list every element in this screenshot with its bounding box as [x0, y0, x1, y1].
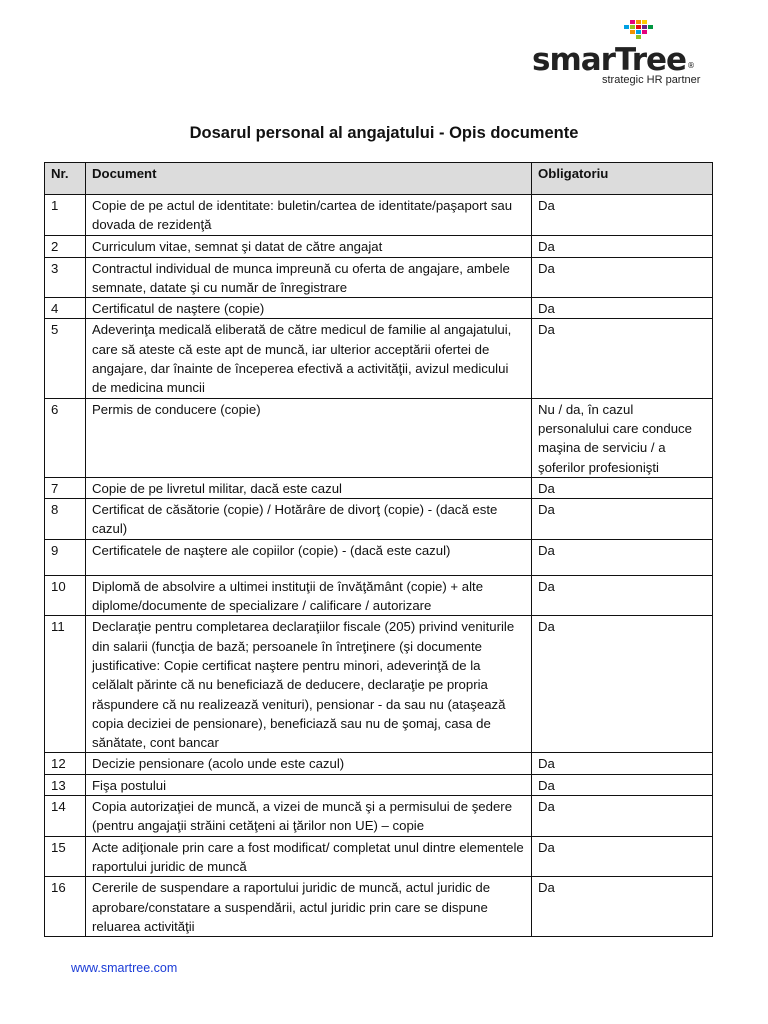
row-document: Decizie pensionare (acolo unde este cazul) — [86, 753, 532, 774]
row-required: Da — [532, 298, 713, 319]
row-document: Certificatele de naştere ale copiilor (copie) - (dacă este cazul) — [86, 539, 532, 575]
document-title: Dosarul personal al angajatului - Opis documente — [189, 124, 579, 142]
row-required: Da — [532, 877, 713, 937]
row-document: Diplomă de absolvire a ultimei instituţii de învăţământ (copie) + alte diplome/documente de specializare / calificare / autorizare — [86, 575, 532, 616]
row-number: 5 — [45, 319, 86, 398]
table-row — [45, 539, 713, 575]
website-link[interactable]: www.smartree.com — [71, 961, 178, 975]
row-number: 9 — [45, 539, 86, 575]
row-document: Copia autorizaţiei de muncă, a vizei de muncă şi a permisului de şedere (pentru angajaţii străini cetăţeni ai ţărilor non UE) – copie — [86, 796, 532, 837]
table-row — [45, 877, 713, 937]
row-required: Da — [532, 796, 713, 837]
row-document: Declaraţie pentru completarea declaraţiilor fiscale (205) privind veniturile din salarii (funcţia de bază; persoanele în întreţinere (şi documente justificative: Copie certificat naştere pentru minori, adeverinţă de la celălalt părinte că nu beneficiază de deducere, declaraţie pe propria răspundere că nu realizează venituri), pensionar - da sau nu (ataşează copia deciziei de pensionare), beneficiază sau nu de şomaj, casa de sănătate, cont bancar — [86, 616, 532, 753]
row-number: 10 — [45, 575, 86, 616]
row-document: Certificat de căsătorie (copie) / Hotărâre de divorţ (copie) - (dacă este cazul) — [86, 499, 532, 540]
table-row — [45, 575, 713, 616]
table-row — [45, 499, 713, 540]
row-required: Da — [532, 235, 713, 257]
header-obligatoriu: Obligatoriu — [532, 163, 713, 195]
row-document: Fişa postului — [86, 774, 532, 795]
table-row — [45, 753, 713, 774]
row-required: Da — [532, 539, 713, 575]
row-number: 7 — [45, 477, 86, 498]
table-row — [45, 836, 713, 877]
table-row — [45, 298, 713, 319]
row-number: 14 — [45, 796, 86, 837]
row-number: 4 — [45, 298, 86, 319]
row-required: Da — [532, 499, 713, 540]
table-header-row — [45, 163, 713, 195]
table-row — [45, 235, 713, 257]
row-document: Cererile de suspendare a raportului juridic de muncă, actul juridic de aprobare/constatare a suspendării, actul juridic prin care se dispune reluarea activităţii — [86, 877, 532, 937]
row-document: Acte adiţionale prin care a fost modificat/ completat unul dintre elementele raportului juridic de muncă — [86, 836, 532, 877]
table-row — [45, 195, 713, 236]
row-number: 16 — [45, 877, 86, 937]
table-row — [45, 796, 713, 837]
row-required: Da — [532, 774, 713, 795]
row-number: 6 — [45, 398, 86, 477]
documents-table — [44, 162, 713, 937]
row-number: 11 — [45, 616, 86, 753]
row-number: 15 — [45, 836, 86, 877]
row-number: 12 — [45, 753, 86, 774]
smartree-logo — [532, 18, 717, 90]
table-row — [45, 774, 713, 795]
row-number: 13 — [45, 774, 86, 795]
header-document: Document — [86, 163, 532, 195]
row-required: Da — [532, 753, 713, 774]
row-document: Copie de pe livretul militar, dacă este cazul — [86, 477, 532, 498]
logo-tagline: strategic HR partner — [602, 74, 701, 86]
row-number: 3 — [45, 257, 86, 298]
table-row — [45, 257, 713, 298]
table-row — [45, 477, 713, 498]
header-nr: Nr. — [45, 163, 86, 195]
table-row — [45, 616, 713, 753]
row-document: Copie de pe actul de identitate: buletin/cartea de identitate/paşaport sau dovada de rezidenţă — [86, 195, 532, 236]
row-required: Da — [532, 616, 713, 753]
row-required: Da — [532, 477, 713, 498]
row-required: Nu / da, în cazul personalului care conduce maşina de serviciu / a şoferilor profesionişti — [532, 398, 713, 477]
row-document: Curriculum vitae, semnat şi datat de către angajat — [86, 235, 532, 257]
table-row — [45, 398, 713, 477]
row-document: Adeverinţa medicală eliberată de către medicul de familie al angajatului, care să ateste că este apt de muncă, iar ulterior acceptării ofertei de angajare, dar înainte de începerea efectivă a activităţii, avizul medicului de medicina muncii — [86, 319, 532, 398]
row-document: Permis de conducere (copie) — [86, 398, 532, 477]
row-required: Da — [532, 836, 713, 877]
row-required: Da — [532, 257, 713, 298]
row-required: Da — [532, 195, 713, 236]
table-row — [45, 319, 713, 398]
row-required: Da — [532, 319, 713, 398]
row-number: 1 — [45, 195, 86, 236]
row-required: Da — [532, 575, 713, 616]
row-number: 8 — [45, 499, 86, 540]
registered-mark: ® — [687, 61, 695, 70]
row-document: Certificatul de naştere (copie) — [86, 298, 532, 319]
logo-wordmark: smarTree — [532, 42, 687, 78]
row-document: Contractul individual de munca impreună cu oferta de angajare, ambele semnate, datate şi cu număr de înregistrare — [86, 257, 532, 298]
row-number: 2 — [45, 235, 86, 257]
